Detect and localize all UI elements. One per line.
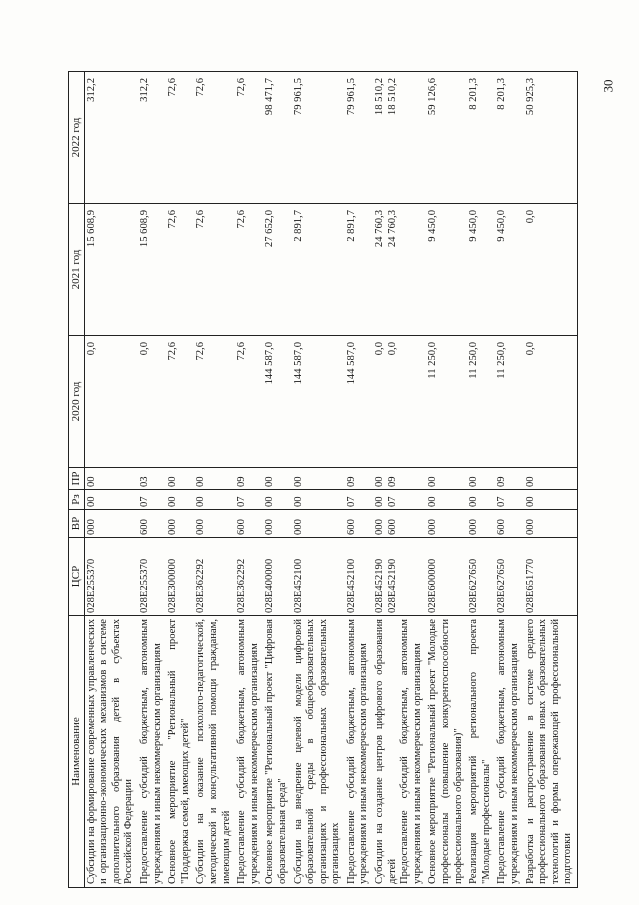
row-2022: 50 925,3 xyxy=(524,72,578,204)
row-pr: 00 xyxy=(166,468,194,490)
table-row xyxy=(467,72,495,888)
row-rz-line: 07 xyxy=(386,496,398,507)
row-pr: 00 xyxy=(84,468,138,490)
row-vr: 600 xyxy=(345,510,373,538)
row-pr-line: 00 xyxy=(374,476,386,487)
row-pr: 09 xyxy=(495,468,523,490)
header-2022: 2022 год xyxy=(69,72,85,204)
row-csr: 028E300000 xyxy=(166,538,194,616)
row-pr xyxy=(373,468,426,490)
row-vr: 000 xyxy=(426,510,467,538)
row-2021: 9 450,0 xyxy=(467,204,495,336)
table-row xyxy=(345,72,373,888)
row-2021: 2 891,7 xyxy=(292,204,345,336)
row-2021: 0,0 xyxy=(524,204,578,336)
row-csr xyxy=(373,538,426,616)
row-2022-line: 18 510,2 xyxy=(386,78,398,116)
row-name: Предоставление субсидий бюджетным, автономным учреждениям и иным некоммерческим организациям xyxy=(495,616,523,888)
row-2022: 72,6 xyxy=(166,72,194,204)
row-2022: 312,2 xyxy=(84,72,138,204)
row-name: Основное мероприятие "Региональный проект "Поддержка семей, имеющих детей" xyxy=(166,616,194,888)
budget-table xyxy=(68,71,578,888)
row-csr-line: 028E452190 xyxy=(386,558,398,613)
row-name: Предоставление субсидий бюджетным, автономным учреждениям и иным некоммерческим организациям xyxy=(235,616,263,888)
row-2022: 72,6 xyxy=(194,72,235,204)
row-pr: 03 xyxy=(138,468,166,490)
row-2020: 72,6 xyxy=(194,336,235,468)
row-pr: 00 xyxy=(292,468,345,490)
row-pr: 09 xyxy=(235,468,263,490)
row-2021: 72,6 xyxy=(166,204,194,336)
table-body xyxy=(84,72,577,888)
table-row xyxy=(84,72,138,888)
row-vr: 000 xyxy=(263,510,291,538)
row-2022-line: 18 510,2 xyxy=(374,78,386,116)
row-pr: 09 xyxy=(345,468,373,490)
row-csr: 028E627650 xyxy=(467,538,495,616)
row-rz: 07 xyxy=(345,490,373,510)
row-2020: 11 250,0 xyxy=(426,336,467,468)
row-rz: 00 xyxy=(524,490,578,510)
header-csr: ЦСР xyxy=(69,538,85,616)
row-name: Основное мероприятие "Региональный проект "Молодые профессионалы (повышение конкурентоспособности профессионального образования)" xyxy=(426,616,467,888)
row-vr: 000 xyxy=(292,510,345,538)
table-row xyxy=(524,72,578,888)
row-2020: 11 250,0 xyxy=(467,336,495,468)
row-pr: 00 xyxy=(194,468,235,490)
row-2020: 0,0 xyxy=(138,336,166,468)
row-vr: 000 xyxy=(194,510,235,538)
row-rz xyxy=(373,490,426,510)
row-2021: 15 608,9 xyxy=(138,204,166,336)
row-2020: 144 587,0 xyxy=(292,336,345,468)
row-rz: 00 xyxy=(292,490,345,510)
row-2021: 27 652,0 xyxy=(263,204,291,336)
row-2021: 72,6 xyxy=(235,204,263,336)
row-vr: 000 xyxy=(524,510,578,538)
row-2020: 144 587,0 xyxy=(263,336,291,468)
header-2021: 2021 год xyxy=(69,204,85,336)
row-rz: 00 xyxy=(194,490,235,510)
row-name: Предоставление субсидий бюджетным, автономным учреждениям и иным некоммерческим организациям xyxy=(138,616,166,888)
page-number: 30 xyxy=(600,79,616,93)
table-header-row xyxy=(69,72,85,888)
row-vr: 600 xyxy=(235,510,263,538)
row-2020 xyxy=(373,336,426,468)
table-row xyxy=(194,72,235,888)
row-2020: 72,6 xyxy=(166,336,194,468)
row-name-line: Предоставление субсидий бюджетным, автономным учреждениям и иным некоммерческим организациям xyxy=(399,619,423,884)
row-name-line: Субсидии на создание центров цифрового образования детей xyxy=(374,619,398,884)
header-pr: ПР xyxy=(69,468,85,490)
row-2020-line: 0,0 xyxy=(386,342,398,356)
row-vr xyxy=(373,510,426,538)
row-vr-line: 600 xyxy=(386,519,398,535)
row-pr: 00 xyxy=(524,468,578,490)
row-vr-line: 000 xyxy=(374,519,386,535)
row-2021-line: 24 760,3 xyxy=(374,210,386,248)
table-row xyxy=(292,72,345,888)
table-row xyxy=(166,72,194,888)
row-2021: 72,6 xyxy=(194,204,235,336)
row-2021: 2 891,7 xyxy=(345,204,373,336)
row-2022: 8 201,3 xyxy=(495,72,523,204)
table-row xyxy=(373,72,426,888)
row-name: Субсидии на формирование современных управленческих и организационно-экономических механизмов в системе дополнительного образования детей в субъектах Российской Федерации xyxy=(84,616,138,888)
row-rz-line: 00 xyxy=(374,496,386,507)
header-2020: 2020 год xyxy=(69,336,85,468)
row-pr: 00 xyxy=(263,468,291,490)
row-vr: 000 xyxy=(467,510,495,538)
rotated-table-container xyxy=(68,72,574,888)
row-csr: 028E400000 xyxy=(263,538,291,616)
row-csr: 028E362292 xyxy=(235,538,263,616)
row-2020-line: 0,0 xyxy=(374,342,386,356)
row-rz: 00 xyxy=(263,490,291,510)
row-csr: 028E452100 xyxy=(345,538,373,616)
row-csr: 028E452100 xyxy=(292,538,345,616)
row-rz: 00 xyxy=(166,490,194,510)
row-name: Предоставление субсидий бюджетным, автономным учреждениям и иным некоммерческим организациям xyxy=(345,616,373,888)
row-csr: 028E362292 xyxy=(194,538,235,616)
row-2020: 144 587,0 xyxy=(345,336,373,468)
row-2022: 312,2 xyxy=(138,72,166,204)
row-2022: 8 201,3 xyxy=(467,72,495,204)
row-csr: 028E255370 xyxy=(138,538,166,616)
row-pr: 00 xyxy=(467,468,495,490)
row-2020: 0,0 xyxy=(524,336,578,468)
row-pr: 00 xyxy=(426,468,467,490)
row-vr: 000 xyxy=(84,510,138,538)
row-name: Субсидии на оказание психолого-педагогической, методической и консультативной помощи гражданам, имеющим детей xyxy=(194,616,235,888)
row-name: Основное мероприятие "Региональный проект "Цифровая образовательная среда" xyxy=(263,616,291,888)
row-2021: 9 450,0 xyxy=(426,204,467,336)
header-vr: ВР xyxy=(69,510,85,538)
row-rz: 00 xyxy=(467,490,495,510)
table-row xyxy=(235,72,263,888)
row-rz: 00 xyxy=(426,490,467,510)
row-pr-line: 09 xyxy=(386,476,398,487)
row-2020: 72,6 xyxy=(235,336,263,468)
row-2021 xyxy=(373,204,426,336)
row-csr-line: 028E452190 xyxy=(374,558,386,613)
row-vr: 000 xyxy=(166,510,194,538)
row-2022: 79 961,5 xyxy=(292,72,345,204)
row-name xyxy=(373,616,426,888)
table-row xyxy=(426,72,467,888)
row-2021: 15 608,9 xyxy=(84,204,138,336)
row-rz: 07 xyxy=(495,490,523,510)
row-csr: 028E600000 xyxy=(426,538,467,616)
row-2022: 59 126,6 xyxy=(426,72,467,204)
row-2022: 72,6 xyxy=(235,72,263,204)
row-name: Реализация мероприятий регионального проекта "Молодые профессионалы" xyxy=(467,616,495,888)
row-csr: 028E627650 xyxy=(495,538,523,616)
row-2022: 98 471,7 xyxy=(263,72,291,204)
row-rz: 00 xyxy=(84,490,138,510)
row-2021-line: 24 760,3 xyxy=(386,210,398,248)
row-2020: 11 250,0 xyxy=(495,336,523,468)
row-rz: 07 xyxy=(138,490,166,510)
row-2020: 0,0 xyxy=(84,336,138,468)
row-name: Разработка и распространение в системе среднего профессионального образования новых образовательных технологий и формы опережающей профессиональной подготовки xyxy=(524,616,578,888)
row-2022 xyxy=(373,72,426,204)
table-row xyxy=(495,72,523,888)
row-vr: 600 xyxy=(495,510,523,538)
row-vr: 600 xyxy=(138,510,166,538)
header-rz: Рз xyxy=(69,490,85,510)
row-csr: 028E651770 xyxy=(524,538,578,616)
row-name: Субсидии на внедрение целевой модели цифровой образовательной среды в общеобразовательных организациях и профессиональных образовательных организациях xyxy=(292,616,345,888)
row-csr: 028E255370 xyxy=(84,538,138,616)
row-2022: 79 961,5 xyxy=(345,72,373,204)
header-name: Наименование xyxy=(69,616,85,888)
table-row xyxy=(138,72,166,888)
row-rz: 07 xyxy=(235,490,263,510)
table-row xyxy=(263,72,291,888)
row-2021: 9 450,0 xyxy=(495,204,523,336)
